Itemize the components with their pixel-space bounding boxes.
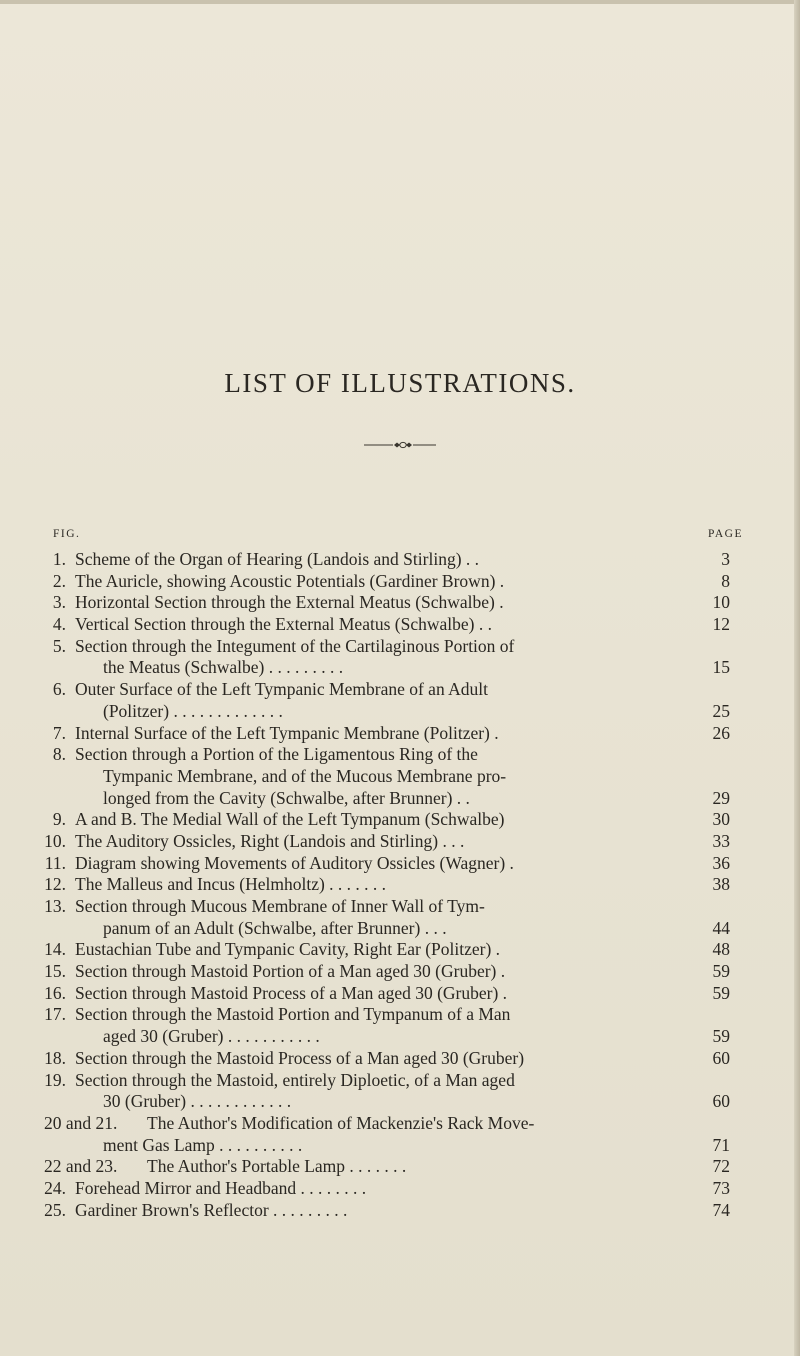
figure-caption: Horizontal Section through the External Meatus (Schwalbe) .: [75, 592, 504, 613]
figure-number: 12.: [44, 874, 66, 895]
list-item: [0, 1113, 800, 1135]
figure-caption: Section through Mastoid Process of a Man aged 30 (Gruber) .: [75, 982, 508, 1003]
figure-caption: A and B. The Medial Wall of the Left Tympanum (Schwalbe): [75, 809, 505, 830]
ornament-divider: [364, 440, 436, 450]
figure-caption: Section through the Integument of the Cartilaginous Portion of: [75, 635, 515, 656]
page-number: 15: [712, 657, 730, 678]
figure-caption: Section through the Mastoid, entirely Diploetic, of a Man aged: [75, 1069, 515, 1090]
figure-caption: longed from the Cavity (Schwalbe, after Brunner) . .: [103, 787, 470, 808]
figure-caption: Section through Mastoid Portion of a Man aged 30 (Gruber) .: [75, 961, 506, 982]
list-item: [0, 896, 800, 918]
list-item: [0, 874, 800, 896]
figure-caption: The Auricle, showing Acoustic Potentials (Gardiner Brown) .: [75, 570, 505, 591]
list-item: [0, 1070, 800, 1092]
page-number: 25: [712, 700, 730, 721]
figure-number: 14.: [44, 939, 66, 960]
figure-caption: Section through the Mastoid Portion and Tympanum of a Man: [75, 1004, 511, 1025]
list-item: [0, 788, 800, 810]
list-item: [0, 1091, 800, 1113]
figure-caption: Eustachian Tube and Tympanic Cavity, Right Ear (Politzer) .: [75, 939, 501, 960]
page-number: 38: [712, 874, 730, 895]
list-item: [0, 592, 800, 614]
figure-number: 1.: [52, 549, 66, 569]
figure-number: 10.: [44, 830, 66, 851]
list-item: [0, 766, 800, 788]
list-item: [0, 657, 800, 679]
figure-caption: Diagram showing Movements of Auditory Ossicles (Wagner) .: [75, 852, 514, 873]
figure-caption: Section through the Mastoid Process of a Man aged 30 (Gruber): [75, 1047, 525, 1068]
page-number: 59: [712, 982, 730, 1003]
page-number: 60: [712, 1047, 730, 1068]
list-item: [0, 939, 800, 961]
figure-number: 25.: [44, 1199, 66, 1220]
illustrations-list: [0, 549, 800, 1221]
figure-number: 18.: [44, 1047, 66, 1068]
list-item: [0, 571, 800, 593]
figure-number: 17.: [44, 1004, 66, 1025]
figure-number: 24.: [44, 1177, 66, 1198]
page-number: 72: [712, 1156, 730, 1177]
figure-caption: the Meatus (Schwalbe) . . . . . . . . .: [103, 657, 344, 678]
page-number: 10: [712, 592, 730, 613]
list-item: [0, 1156, 800, 1178]
list-item: [0, 918, 800, 940]
figure-caption: Outer Surface of the Left Tympanic Membrane of an Adult: [75, 679, 488, 700]
figure-caption: Section through a Portion of the Ligamentous Ring of the: [75, 744, 478, 765]
figure-number: 6.: [52, 679, 66, 700]
page-number: 44: [712, 917, 730, 938]
list-item: [0, 636, 800, 658]
figure-number: 9.: [52, 809, 66, 830]
figure-number: 11.: [44, 852, 66, 873]
figure-caption: (Politzer) . . . . . . . . . . . . .: [103, 700, 283, 721]
page-number: 71: [712, 1134, 730, 1155]
page-title: LIST OF ILLUSTRATIONS.: [224, 368, 576, 398]
page-number: 60: [712, 1091, 730, 1112]
figure-number: 4.: [52, 614, 66, 635]
page-number: 3: [721, 549, 730, 569]
list-item: [0, 1026, 800, 1048]
figure-caption: The Malleus and Incus (Helmholtz) . . . . . . .: [75, 874, 387, 895]
list-item: [0, 809, 800, 831]
page-number: 26: [712, 722, 730, 743]
figure-number: 15.: [44, 961, 66, 982]
figure-caption: Scheme of the Organ of Hearing (Landois and Stirling) . .: [75, 549, 480, 569]
page-number: 36: [712, 852, 730, 873]
figure-number: 19.: [44, 1069, 66, 1090]
list-item: [0, 853, 800, 875]
figure-number: 7.: [52, 722, 66, 743]
figure-number: 5.: [52, 635, 66, 656]
figure-number: 13.: [44, 896, 66, 916]
page-number: 33: [712, 830, 730, 851]
page-number: 12: [712, 614, 730, 635]
figure-caption: Gardiner Brown's Reflector . . . . . . . . .: [75, 1199, 348, 1220]
list-item: [0, 831, 800, 853]
figure-number: 16.: [44, 982, 66, 1003]
page-number: 74: [712, 1199, 730, 1220]
figure-number: 3.: [52, 592, 66, 613]
figure-caption: 30 (Gruber) . . . . . . . . . . . .: [103, 1091, 292, 1112]
list-item: [0, 1200, 800, 1222]
page-number: 59: [712, 961, 730, 982]
column-header-page: PAGE: [708, 528, 743, 540]
list-item: [0, 1004, 800, 1026]
figure-caption: panum of an Adult (Schwalbe, after Brunner) . . .: [103, 917, 447, 938]
list-item: [0, 1135, 800, 1157]
list-item: [0, 1178, 800, 1200]
list-item: [0, 983, 800, 1005]
page-number: 29: [712, 787, 730, 808]
figure-caption: The Author's Modification of Mackenzie's Rack Move-: [147, 1112, 535, 1133]
figure-number: 22 and 23.: [44, 1156, 118, 1177]
list-item: [0, 549, 800, 571]
list-item: [0, 1048, 800, 1070]
page-number: 8: [721, 570, 730, 591]
figure-caption: Section through Mucous Membrane of Inner Wall of Tym-: [75, 896, 485, 916]
page-number: 30: [712, 809, 730, 830]
column-header-fig: FIG.: [53, 528, 81, 540]
list-item: [0, 701, 800, 723]
list-item: [0, 679, 800, 701]
figure-caption: Internal Surface of the Left Tympanic Membrane (Politzer) .: [75, 722, 499, 743]
figure-number: 20 and 21.: [44, 1112, 118, 1133]
figure-caption: aged 30 (Gruber) . . . . . . . . . . .: [103, 1026, 320, 1047]
list-item: [0, 961, 800, 983]
figure-caption: The Auditory Ossicles, Right (Landois and Stirling) . . .: [75, 830, 465, 851]
figure-caption: The Author's Portable Lamp . . . . . . .: [147, 1156, 407, 1177]
figure-caption: Vertical Section through the External Meatus (Schwalbe) . .: [75, 614, 492, 635]
figure-caption: ment Gas Lamp . . . . . . . . . .: [103, 1134, 303, 1155]
list-item: [0, 723, 800, 745]
list-item: [0, 744, 800, 766]
list-item: [0, 614, 800, 636]
figure-caption: Tympanic Membrane, and of the Mucous Membrane pro-: [103, 765, 507, 786]
page-top-edge: [0, 0, 800, 4]
page-number: 73: [712, 1177, 730, 1198]
figure-number: 2.: [52, 570, 66, 591]
figure-number: 8.: [52, 744, 66, 765]
page-number: 48: [712, 939, 730, 960]
page-number: 59: [712, 1026, 730, 1047]
figure-caption: Forehead Mirror and Headband . . . . . . . .: [75, 1177, 367, 1198]
